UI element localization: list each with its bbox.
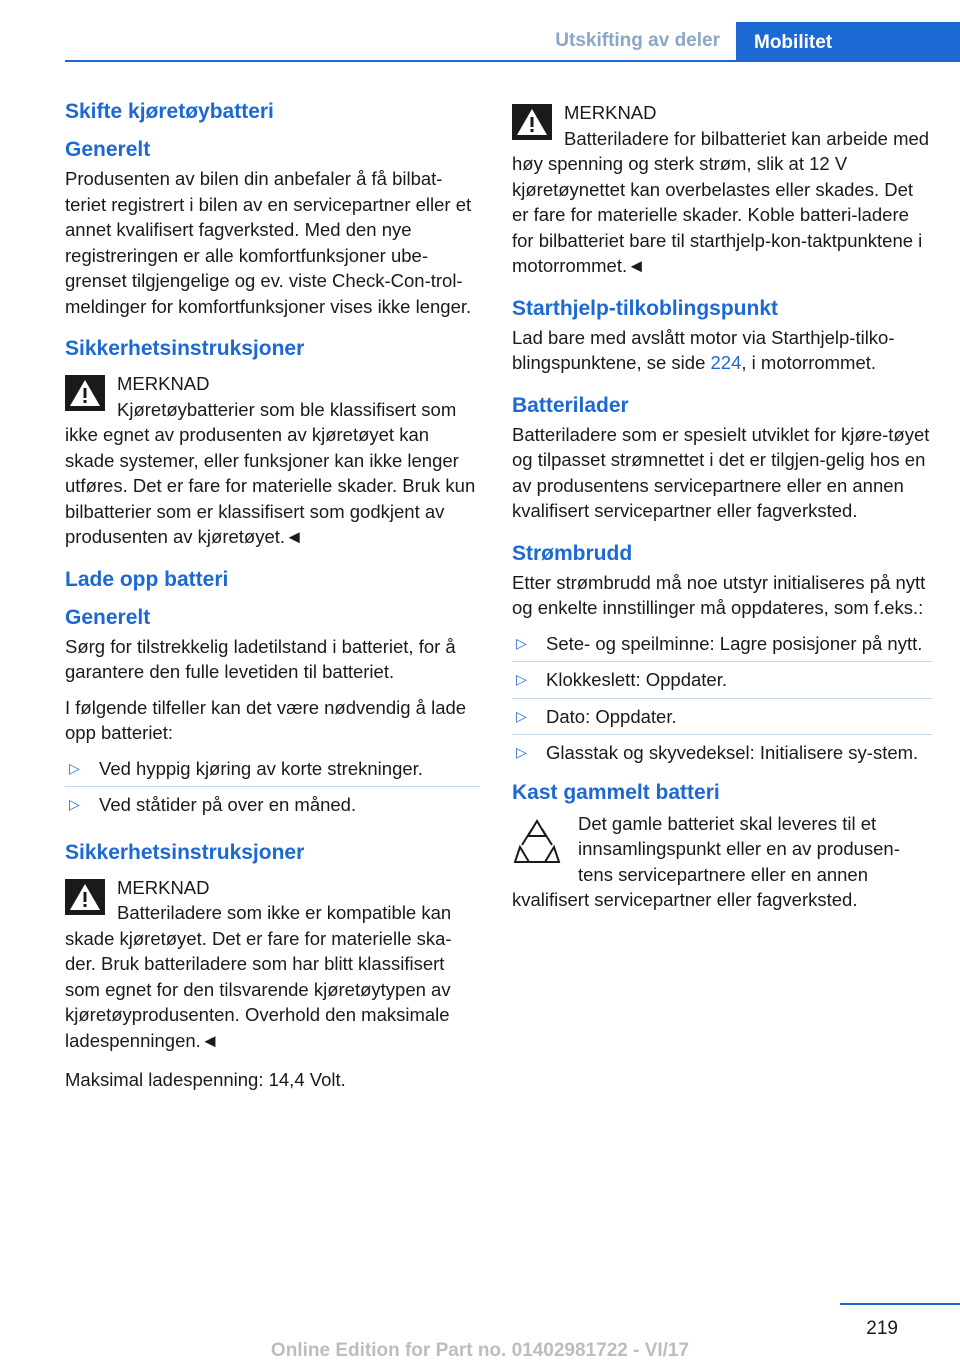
note-label: MERKNAD: [564, 102, 657, 123]
paragraph: Etter strømbrudd må noe utstyr initialiseres på nytt og enkelte innstillinger må oppdateres, som f.eks.:: [512, 571, 926, 618]
warning-icon: [512, 104, 552, 140]
warning-icon: [65, 375, 105, 411]
right-column: [512, 100, 932, 927]
subheading-battery-charger: Batterilader: [512, 393, 629, 417]
bullet-list: [512, 631, 932, 771]
paragraph: Lad bare med avslått motor via Starthjelp-tilko-blingspunktene, se side 224, i motorrommet.: [512, 326, 895, 373]
section-title-dispose-battery: Kast gammelt batteri: [512, 780, 720, 804]
recycling-note: [512, 811, 932, 913]
triangle-bullet-icon: ▷: [69, 759, 80, 776]
list-item: ▷ Glasstak og skyvedeksel: Initialisere sy-stem.: [512, 740, 932, 771]
header-chapter-tab: Mobilitet: [736, 22, 960, 62]
list-item: ▷ Dato: Oppdater.: [512, 704, 932, 736]
subheading-safety: Sikkerhetsinstruksjoner: [65, 337, 305, 360]
triangle-bullet-icon: ▷: [69, 796, 80, 812]
warning-note: [65, 875, 480, 1054]
section-title-charge-battery: Lade opp batteri: [65, 567, 229, 591]
warning-note: [512, 100, 932, 279]
subheading-jumpstart-point: Starthjelp-tilkoblingspunkt: [512, 296, 778, 320]
subheading-general: Generelt: [65, 138, 151, 161]
list-item: ▷ Sete- og speilminne: Lagre posisjoner på nytt.: [512, 631, 932, 663]
list-item: ▷ Klokkeslett: Oppdater.: [512, 667, 932, 699]
note-text: Batteriladere for bilbatteriet kan arbeide med høy spenning og sterk strøm, slik at 12 V kjøretøynettet kan overbelastes eller skades. Det er fare for materielle skader. Koble batteri-ladere for bilbatteriet bare til starthjelp-kon-taktpunktene i motorrommet.◄: [512, 127, 930, 276]
list-item: ▷ Ved hyppig kjøring av korte strekninger.: [65, 756, 480, 788]
paragraph: Batteriladere som er spesielt utviklet for kjøre-tøyet og tilpasset strømnettet i det er tilgjen-gelig hos en av produsentens servicepartnere eller en annen kvalifisert servicepartner eller fagverksted.: [512, 423, 930, 521]
subheading-safety: Sikkerhetsinstruksjoner: [65, 840, 305, 864]
subheading-power-failure: Strømbrudd: [512, 541, 633, 565]
paragraph: Sørg for tilstrekkelig ladetilstand i batteriet, for å garantere den fulle levetiden til batteriet.: [65, 635, 456, 682]
note-text: Batteriladere som ikke er kompatible kan skade kjøretøyet. Det er fare for materielle ska-der. Bruk batteriladere som har blitt klassifisert som egnet for den tilsvarende kjøretøytypen av kjøretøyprodusenten. Overhold den maksimale ladespenningen.◄: [65, 902, 452, 1051]
note-label: MERKNAD: [117, 876, 210, 898]
triangle-bullet-icon: ▷: [516, 707, 527, 724]
page-reference-link[interactable]: 224: [710, 352, 742, 373]
paragraph: Maksimal ladespenning: 14,4 Volt.: [65, 1069, 346, 1090]
list-item: ▷ Ved ståtider på over en måned.: [65, 792, 480, 823]
left-column: [65, 100, 480, 1103]
footer-rule: [840, 1303, 960, 1305]
triangle-bullet-icon: ▷: [516, 671, 527, 687]
triangle-bullet-icon: ▷: [516, 634, 527, 651]
paragraph: Produsenten av bilen din anbefaler å få bilbat-teriet registrert i bilen av en servicepartner eller et annet kvalifisert fagverksted. Med den nye registreringen er alle komfortfunksjoner ube-grenset tilgjengelige og ev. viste Check-Con-trol-meldinger for komfortfunksjoner vises ikke lenger.: [65, 168, 472, 317]
page-number: 219: [866, 1318, 898, 1339]
recycle-icon: [512, 817, 562, 867]
note-text: Kjøretøybatterier som ble klassifisert som ikke egnet av produsenten av kjøretøyet kan skade systemer, eller funksjoner kan ikke lenger utføres. Det er fare for materielle skader. Bruk kun bilbatterier som er klassifisert som godkjent av produsenten av kjøretøyet.◄: [65, 398, 476, 547]
note-text: Det gamle batteriet skal leveres til et innsamlingspunkt eller en av produsen-tens servicepartnere eller en annen kvalifisert servicepartner eller fagverksted.: [512, 812, 900, 910]
paragraph: I følgende tilfeller kan det være nødvendig å lade opp batteriet:: [65, 696, 467, 743]
subheading-general: Generelt: [65, 605, 151, 629]
warning-icon: [65, 879, 105, 915]
edition-footer: Online Edition for Part no. 01402981722 - VI/17: [270, 1340, 690, 1361]
section-title-replace-battery: Skifte kjøretøybatteri: [65, 100, 274, 123]
warning-note: [65, 371, 480, 550]
bullet-list: [65, 756, 480, 823]
note-label: MERKNAD: [117, 373, 210, 394]
header-section-title: Utskifting av deler: [555, 30, 720, 51]
triangle-bullet-icon: ▷: [516, 744, 527, 760]
header-rule: [65, 60, 960, 62]
